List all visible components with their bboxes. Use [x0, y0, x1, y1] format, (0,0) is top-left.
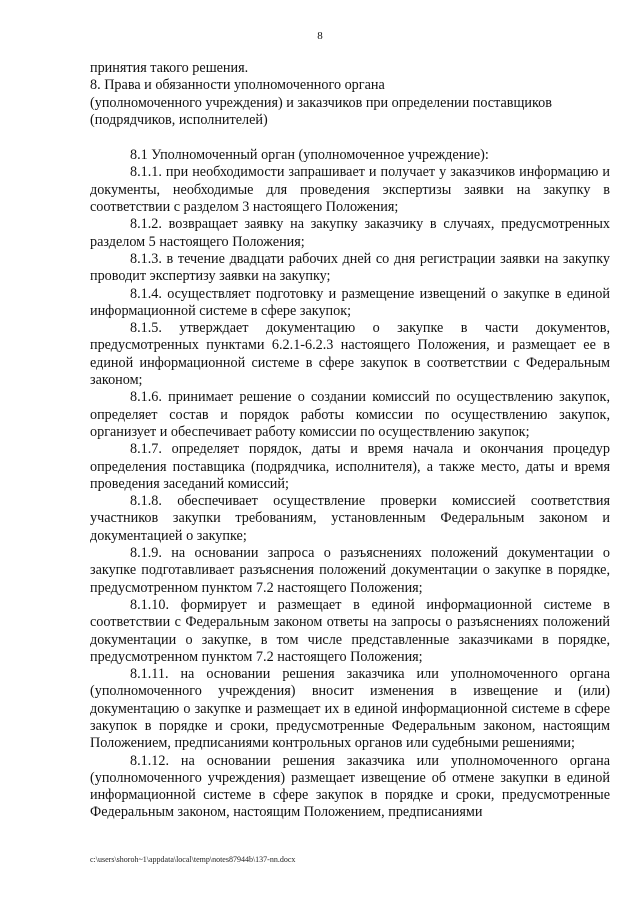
heading-line-1: 8. Права и обязанности уполномоченного органа	[90, 77, 385, 94]
paragraph-8-1-11: 8.1.11. на основании решения заказчика или уполномоченного органа (уполномоченного учреждения) вносит изменения в извещение и (или) документацию о закупке и размещает их в единой информационной системе в сфере закупок в порядке и сроки, предусмотренные Федеральным законом, настоящим Положением, предписаниями контрольных органов или судебными решениями;	[90, 666, 610, 752]
paragraph-8-1-10: 8.1.10. формирует и размещает в единой информационной системе в соответствии с Федеральным законом ответы на запросы о разъяснениях положений документации о закупке, в том числе представленные заказчиками в порядке, предусмотренном пунктом 7.2 настоящего Положения;	[90, 596, 610, 665]
heading-line-2: (уполномоченного учреждения) и заказчиков при определении поставщиков	[90, 94, 552, 111]
section-heading	[90, 77, 610, 129]
paragraph-8-1-3: 8.1.3. в течение двадцати рабочих дней со дня регистрации заявки на закупку проводит экспертизу заявки на закупку;	[90, 250, 610, 285]
paragraph-8-1-7: 8.1.7. определяет порядок, даты и время начала и окончания процедур определения поставщика (подрядчика, исполнителя), а также место, даты и время проведения заседаний комиссий;	[90, 441, 610, 492]
paragraph-8-1-12: 8.1.12. на основании решения заказчика или уполномоченного органа (уполномоченного учреждения) размещает извещение об отмене закупки в единой информационной системе в сфере закупок в порядке и сроки, предусмотренные Федеральным законом, настоящим Положением, предписаниями	[90, 752, 610, 821]
paragraph-8-1-8: 8.1.8. обеспечивает осуществление проверки комиссией соответствия участников закупки требованиям, установленным Федеральным законом и документацией о закупке;	[90, 493, 610, 544]
heading-line-3: (подрядчиков, исполнителей)	[90, 111, 268, 128]
paragraph-8-1-2: 8.1.2. возвращает заявку на закупку заказчику в случаях, предусмотренных разделом 5 настоящего Положения;	[90, 216, 610, 250]
paragraph-8-1-6: 8.1.6. принимает решение о создании комиссий по осуществлению закупок, определяет состав и порядок работы комиссии по осуществлению закупок, организует и обеспечивает работу комиссии по осуществлению закупок;	[90, 389, 610, 440]
paragraph-8-1: 8.1 Уполномоченный орган (уполномоченное учреждение):	[130, 147, 489, 164]
page-number: 8	[317, 30, 323, 42]
paragraph-8-1-4: 8.1.4. осуществляет подготовку и размещение извещений о закупке в единой информационной системе в сфере закупок;	[90, 285, 610, 319]
paragraph-8-1-1: 8.1.1. при необходимости запрашивает и получает у заказчиков информацию и документы, необходимые для проведения экспертизы заявки на закупку в соответствии с разделом 3 настоящего Положения;	[90, 164, 610, 216]
footer-file-path: c:\users\shoroh~1\appdata\local\temp\notes87944b\137-nn.docx	[90, 855, 296, 864]
intro-line: принятия такого решения.	[90, 60, 249, 76]
document-body	[90, 60, 610, 822]
paragraph-8-1-5: 8.1.5. утверждает документацию о закупке в части документов, предусмотренных пунктами 6.2.1-6.2.3 настоящего Положения, и размещает ее в единой информационной системе в сфере закупок в соответствии с Федеральным законом;	[90, 320, 610, 389]
paragraph-8-1-9: 8.1.9. на основании запроса о разъяснениях положений документации о закупке подготавливает разъяснения положений документации о закупке в порядке, предусмотренном пунктом 7.2 настоящего Положения;	[90, 545, 610, 596]
